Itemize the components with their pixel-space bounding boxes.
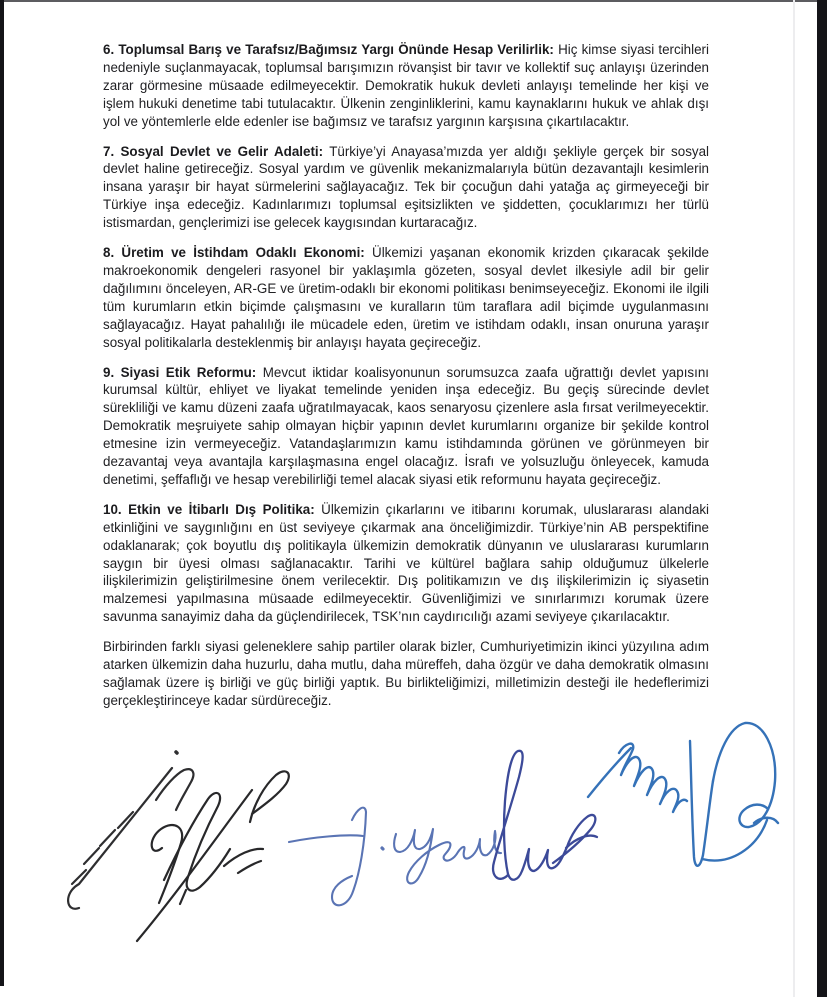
paragraph-9-heading: 9. Siyasi Etik Reformu: xyxy=(103,364,257,380)
paragraph-8-text: Ülkemizi yaşanan ekonomik krizden çıkaracak şekilde makroekonomik dengeleri rasyonel bir yaklaşımla gözeten, sosyal devlet ilkesiyle adil bir gelir dağılımını önceleyen, AR-GE ve üretim-odaklı bir ekonomi politikası benimseyeceğiz. Ekonomi ile ilgili tüm kurumların etkin biçimde çalışmasını ve kuralların tüm taraflara adil biçimde uygulanmasını sağlayacağız. Hayat pahalılığı ile mücadele eden, üretim ve istihdam odaklı, insan onuruna yaraşır sosyal politikalarla desteklenmiş bir anlayışı hayata geçireceğiz. xyxy=(103,245,709,350)
paragraph-7 xyxy=(103,143,709,233)
paragraph-7-heading: 7. Sosyal Devlet ve Gelir Adaleti: xyxy=(103,143,324,159)
closing-paragraph xyxy=(103,638,709,710)
paragraph-9 xyxy=(103,364,709,489)
paragraph-10-heading: 10. Etkin ve İtibarlı Dış Politika: xyxy=(103,501,315,517)
paragraph-6-heading: 6. Toplumsal Barış ve Tarafsız/Bağımsız Yargı Önünde Hesap Verilirlik: xyxy=(103,42,554,57)
closing-paragraph-text: Birbirinden farklı siyasi geleneklere sahip partiler olarak bizler, Cumhuriyetimizin ikinci yüzyılına adım atarken ülkemizin daha huzurlu, daha mutlu, daha müreffeh, daha özgür ve daha demokratik olmasını sağlamak üzere iş birliği ve güç birliği yaptık. Bu birlikteliğimizi, milletimizin desteği ile hedeflerimizi gerçekleştirinceye kadar sürdüreceğiz. xyxy=(103,639,709,708)
paragraph-6 xyxy=(103,41,709,131)
paragraph-8-heading: 8. Üretim ve İstihdam Odaklı Ekonomi: xyxy=(103,245,365,261)
signature-1-icon xyxy=(68,752,193,909)
document-body xyxy=(103,41,709,710)
paragraph-6-text: Hiç kimse siyasi tercihleri nedeniyle suçlanmayacak, toplumsal barışımızın rövanşist bir tavır ve kollektif suç anlayışı üzerinden zarar görmesine müsaade edilmeyecektir. Demokratik hukuk devleti anlayışı temelinde her kişi ve işlem hukuki denetime tabi tutulacaktır. Ülkenin zenginliklerini, kamu kaynaklarını hukuk ve ahlak dışı yol ve yöntemlerle elde edenler ise bağımsız ve tarafsız yargının karşısına çıkartılacaktır. xyxy=(103,42,709,129)
signature-2-icon xyxy=(137,771,289,941)
signature-block xyxy=(0,690,827,997)
paragraph-10 xyxy=(103,501,709,626)
paragraph-7-text: Türkiye’yi Anayasa’mızda yer aldığı şekliyle gerçek bir sosyal devlet haline getireceğiz. Sosyal yardım ve güvenlik mekanizmalarıyla bütün dezavantajlı kesimlerin insana yaraşır bir hayat sürmelerini sağlayacağız. Tek bir çocuğun dahi yatağa aç girmeyeceği bir Türkiye inşa edeceğiz. Kadınlarımızı toplumsal eşitsizlikten ve şiddetten, çocuklarımızı her türlü istismardan, gençlerimizi ise gelecek kaygısından kurtaracağız. xyxy=(103,143,710,231)
photo-edge-right xyxy=(817,0,827,997)
photo-edge-top xyxy=(0,0,817,2)
paragraph-10-text: Ülkemizin çıkarlarını ve itibarını korumak, uluslararası alandaki etkinliğini ve saygınlığını en üst seviyeye çıkarmak ana önceliğimizdir. Türkiye’nin AB perspektifine odaklanarak; çok boyutlu dış politikayla ülkemizin demokratik dünyanın ve uluslararası kurumların saygın bir üyesi olması sağlanacaktır. Tarihi ve kültürel bağlara sahip olduğumuz ülkelerle ilişkilerimizin geliştirilmesine önem verilecektir. Dış politikamızın ve dış ilişkilerimizin iç siyasetin malzemesi yapılmasına müsaade edilmeyecektir. Güvenliğimizi ve sınırlarımızı korumak üzere savunma sanayimiz daha da güçlendirilecek, TSK’nın caydırıcılığı azami seviyeye çıkarılacaktır. xyxy=(103,501,709,625)
page-fold-line xyxy=(793,0,795,997)
paragraph-8 xyxy=(103,244,709,351)
signature-3-icon xyxy=(289,808,501,906)
signature-4-icon xyxy=(493,751,597,880)
photo-edge-left xyxy=(0,0,4,986)
paragraph-9-text: Mevcut iktidar koalisyonunun sorumsuzca zaafa uğrattığı devlet yapısını kurumsal kültür, ehliyet ve liyakat temelinde yeniden inşa edeceğiz. Bu geçiş sürecinde devlet sürekliliği ve kamu düzeni zaafa uğratılmayacak, kaos senaryosu çizenlere asla fırsat verilmeyecektir. Demokratik meşruiyete sahip olmayan hiçbir yapının devlet kurumlarını organize bir şekilde kontrol etmesine izin vermeyeceğiz. Vatandaşlarımızın kamu istihdamında görünen ve görünmeyen bir dezavantaj veya avantajla karşılaşmasına engel olacağız. İsrafı ve yolsuzluğu önleyecek, kamuda denetimi, şeffaflığı ve hesap verebilirliği temel alacak siyasi etik reformunu hayata geçireceğiz. xyxy=(103,364,709,487)
signature-5-icon xyxy=(588,723,778,866)
